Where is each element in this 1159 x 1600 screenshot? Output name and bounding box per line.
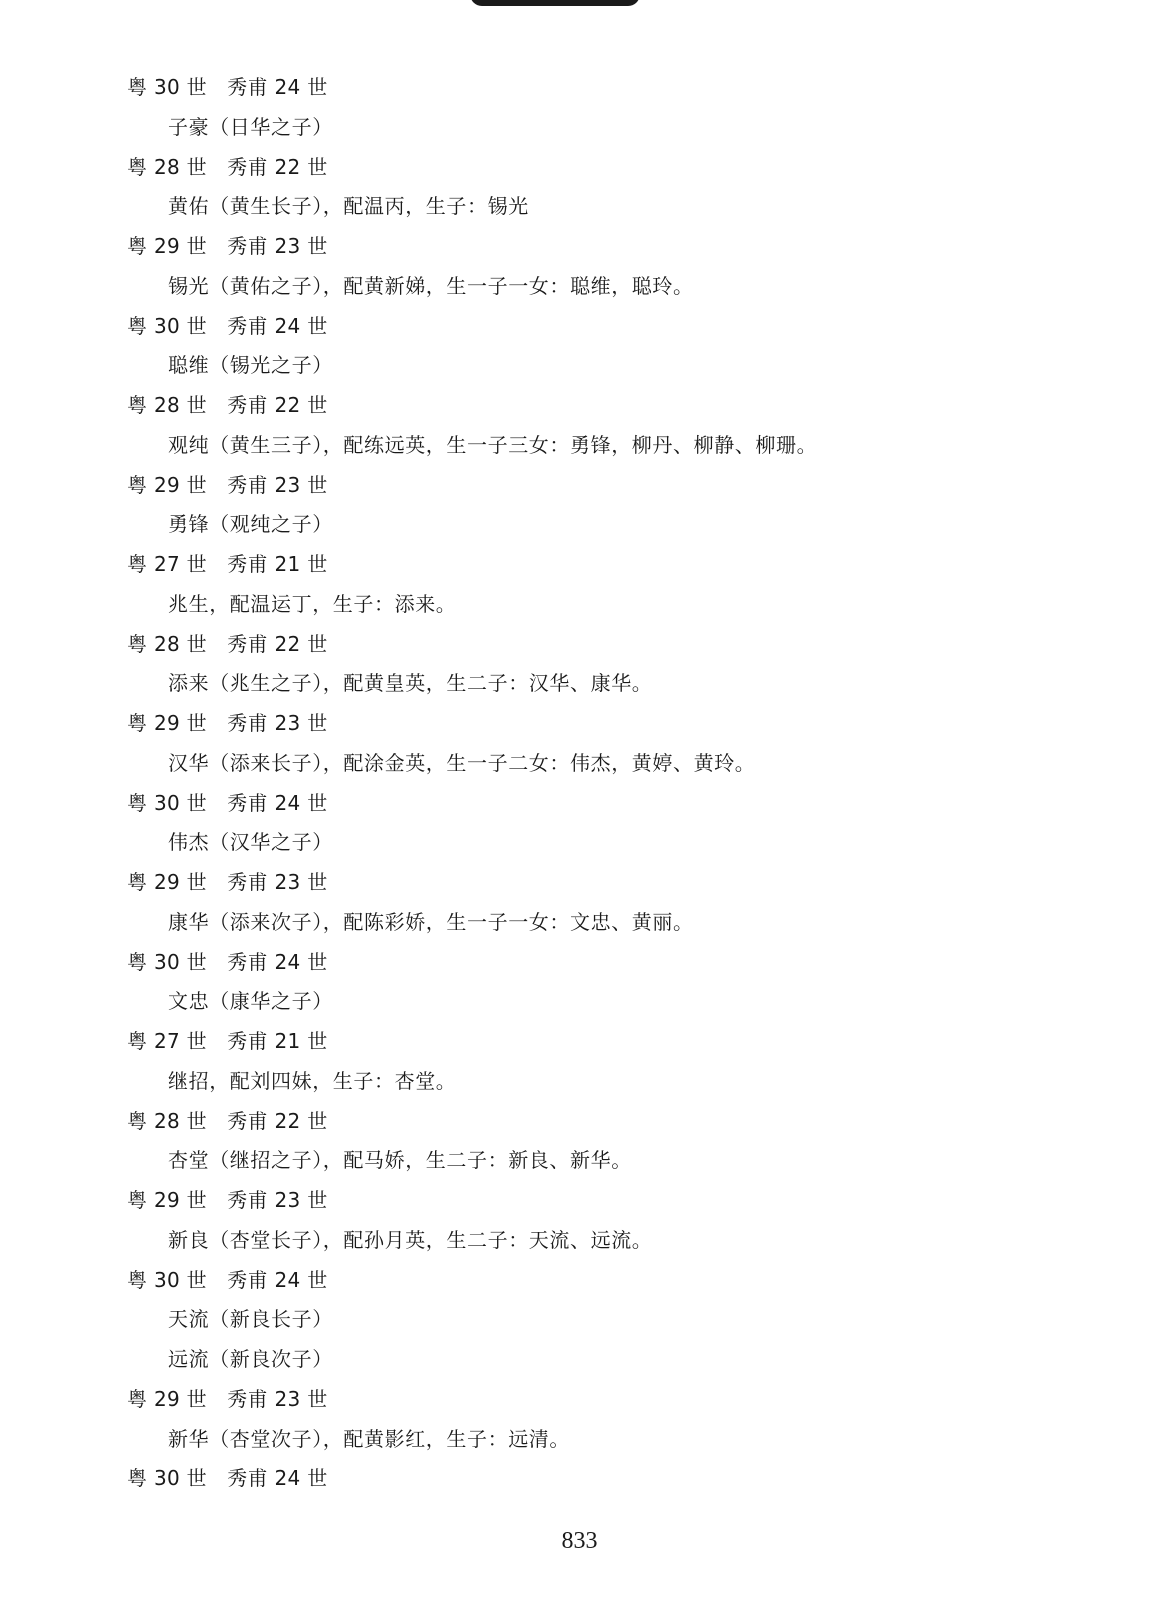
- genealogy-entry: 兆生，配温运丁，生子：添来。: [168, 591, 457, 616]
- genealogy-entry: 康华（添来次子），配陈彩娇，生一子一女：文忠、黄丽。: [168, 909, 694, 934]
- genealogy-entry: 新华（杏堂次子），配黄影红，生子：远清。: [168, 1426, 570, 1451]
- generation-heading: 粤 27 世 秀甫 21 世: [127, 552, 328, 576]
- generation-heading: 粤 29 世 秀甫 23 世: [127, 1386, 328, 1411]
- genealogy-entry: 聪维（锡光之子）: [168, 353, 333, 378]
- genealogy-entry: 勇锋（观纯之子）: [168, 512, 333, 537]
- genealogy-text-body: [0, 68, 1159, 1499]
- generation-heading: 粤 29 世 秀甫 23 世: [127, 1188, 328, 1212]
- generation-heading: 粤 30 世 秀甫 24 世: [127, 949, 328, 974]
- genealogy-entry: 继招，配刘四妹，生子：杏堂。: [168, 1068, 457, 1093]
- genealogy-entry: 远流（新良次子）: [168, 1347, 333, 1371]
- generation-heading: 粤 30 世 秀甫 24 世: [127, 1466, 328, 1491]
- genealogy-entry: 文忠（康华之子）: [168, 989, 333, 1014]
- genealogy-entry: 添来（兆生之子），配黄皇英，生二子：汉华、康华。: [168, 671, 653, 696]
- page-number: 833: [561, 1528, 598, 1554]
- generation-heading: 粤 28 世 秀甫 22 世: [127, 631, 328, 656]
- scan-edge-mark: [470, 0, 640, 6]
- generation-heading: 粤 29 世 秀甫 23 世: [127, 870, 328, 894]
- generation-heading: 粤 28 世 秀甫 22 世: [127, 1108, 328, 1133]
- generation-heading: 粤 28 世 秀甫 22 世: [127, 393, 328, 417]
- genealogy-entry: 伟杰（汉华之子）: [168, 830, 333, 855]
- generation-heading: 粤 30 世 秀甫 24 世: [127, 1267, 328, 1292]
- genealogy-entry: 黄佑（黄生长子），配温丙，生子：锡光: [168, 194, 529, 219]
- generation-heading: 粤 28 世 秀甫 22 世: [127, 154, 328, 179]
- genealogy-entry: 锡光（黄佑之子），配黄新娣，生一子一女：聪维，聪玲。: [168, 273, 694, 298]
- generation-heading: 粤 29 世 秀甫 23 世: [127, 711, 328, 735]
- generation-heading: 粤 30 世 秀甫 24 世: [127, 790, 328, 815]
- genealogy-entry: 杏堂（继招之子），配马娇，生二子：新良、新华。: [168, 1148, 632, 1173]
- generation-heading: 粤 30 世 秀甫 24 世: [127, 75, 328, 99]
- genealogy-entry: 新良（杏堂长子），配孙月英，生二子：天流、远流。: [168, 1227, 653, 1252]
- genealogy-entry: 子豪（日华之子）: [168, 114, 333, 139]
- generation-heading: 粤 29 世 秀甫 23 世: [127, 472, 328, 497]
- generation-heading: 粤 30 世 秀甫 24 世: [127, 313, 328, 338]
- genealogy-entry: 天流（新良长子）: [168, 1307, 333, 1332]
- generation-heading: 粤 27 世 秀甫 21 世: [127, 1029, 328, 1053]
- genealogy-entry: 观纯（黄生三子），配练远英，生一子三女：勇锋，柳丹、柳静、柳珊。: [168, 432, 818, 457]
- genealogy-entry: 汉华（添来长子），配涂金英，生一子二女：伟杰，黄婷、黄玲。: [168, 750, 756, 775]
- generation-heading: 粤 29 世 秀甫 23 世: [127, 234, 328, 258]
